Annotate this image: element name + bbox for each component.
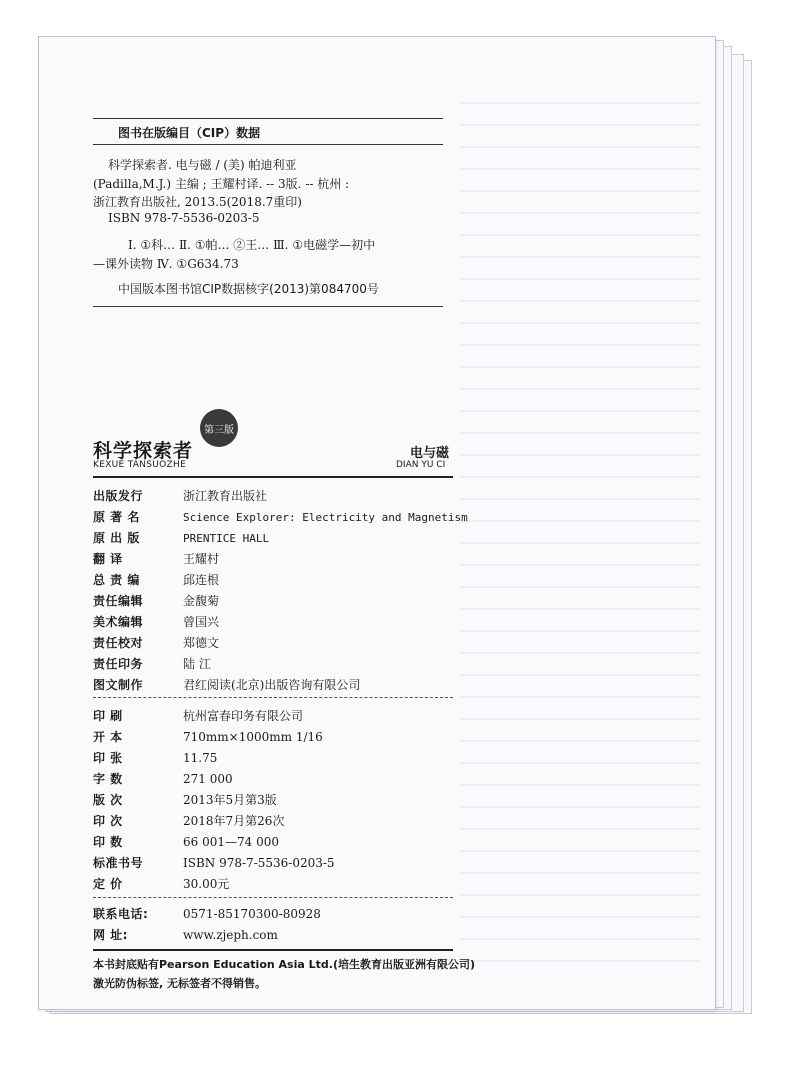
credit-row-print-manager: 责任印务 陆 江 — [93, 657, 211, 671]
credit-row-publisher: 出版发行 浙江教育出版社 — [93, 489, 268, 503]
credit-row-chief-editor: 总 责 编 邱连根 — [93, 573, 220, 587]
credits-divider — [93, 697, 453, 698]
print-divider — [93, 897, 453, 898]
print-row-isbn: 标准书号 ISBN 978-7-5536-0203-5 — [93, 856, 335, 870]
anti-counterfeit-notice-1: 本书封底贴有Pearson Education Asia Ltd.(培生教育出版亚洲有限公司) — [93, 958, 476, 971]
cip-heading: 图书在版编目（CIP）数据 — [118, 126, 261, 140]
print-row-edition: 版 次 2013年5月第3版 — [93, 793, 277, 807]
volume-title: 电与磁 — [410, 446, 450, 461]
credit-row-proofreader: 责任校对 郑德文 — [93, 636, 220, 650]
cip-number: 中国版本图书馆CIP数据核字(2013)第084700号 — [118, 282, 379, 296]
credit-row-layout: 图文制作 君红阅读(北京)出版咨询有限公司 — [93, 678, 361, 692]
cip-line-4: ISBN 978-7-5536-0203-5 — [108, 211, 260, 225]
print-row-printer: 印 刷 杭州富春印务有限公司 — [93, 709, 304, 723]
cip-classification-1: Ⅰ. ①科… Ⅱ. ①帕… ②王… Ⅲ. ①电磁学—初中 — [128, 238, 376, 252]
cip-line-1: 科学探索者. 电与磁 / (美) 帕迪利亚 — [108, 158, 297, 172]
series-title: 科学探索者 — [93, 440, 194, 462]
contact-phone: 联系电话: 0571-85170300-80928 — [93, 907, 321, 921]
print-row-impression: 印 次 2018年7月第26次 — [93, 814, 285, 828]
print-row-print-run: 印 数 66 001—74 000 — [93, 835, 279, 849]
edition-badge: 第三版 — [200, 409, 238, 447]
print-row-sheets: 印 张 11.75 — [93, 751, 218, 765]
contact-website: 网 址: www.zjeph.com — [93, 928, 278, 942]
credit-row-original-publisher: 原 出 版 PRENTICE HALL — [93, 531, 270, 545]
series-pinyin: KEXUE TANSUOZHE — [93, 460, 187, 470]
volume-pinyin: DIAN YU CI — [396, 460, 446, 470]
print-row-word-count: 字 数 271 000 — [93, 772, 233, 786]
print-row-format: 开 本 710mm×1000mm 1/16 — [93, 730, 323, 744]
cip-top-rule — [93, 118, 443, 119]
cip-bottom-rule — [93, 306, 443, 307]
contact-rule — [93, 949, 453, 951]
print-row-price: 定 价 30.00元 — [93, 877, 230, 891]
credit-row-translator: 翻 译 王耀村 — [93, 552, 220, 566]
credit-row-art-editor: 美术编辑 曾国兴 — [93, 615, 220, 629]
show-through-texture — [460, 90, 700, 970]
series-rule — [93, 476, 453, 478]
cip-classification-2: —课外读物 Ⅳ. ①G634.73 — [93, 257, 239, 271]
credit-row-editor: 责任编辑 金馥菊 — [93, 594, 220, 608]
cip-line-2: (Padilla,M.J.) 主编 ; 王耀村译. -- 3版. -- 杭州 : — [93, 177, 350, 191]
cip-line-3: 浙江教育出版社, 2013.5(2018.7重印) — [93, 195, 302, 209]
cip-heading-rule — [93, 144, 443, 145]
credit-row-original-title: 原 著 名 Science Explorer: Electricity and Magnetism — [93, 510, 468, 524]
anti-counterfeit-notice-2: 激光防伪标签, 无标签者不得销售。 — [93, 977, 267, 990]
